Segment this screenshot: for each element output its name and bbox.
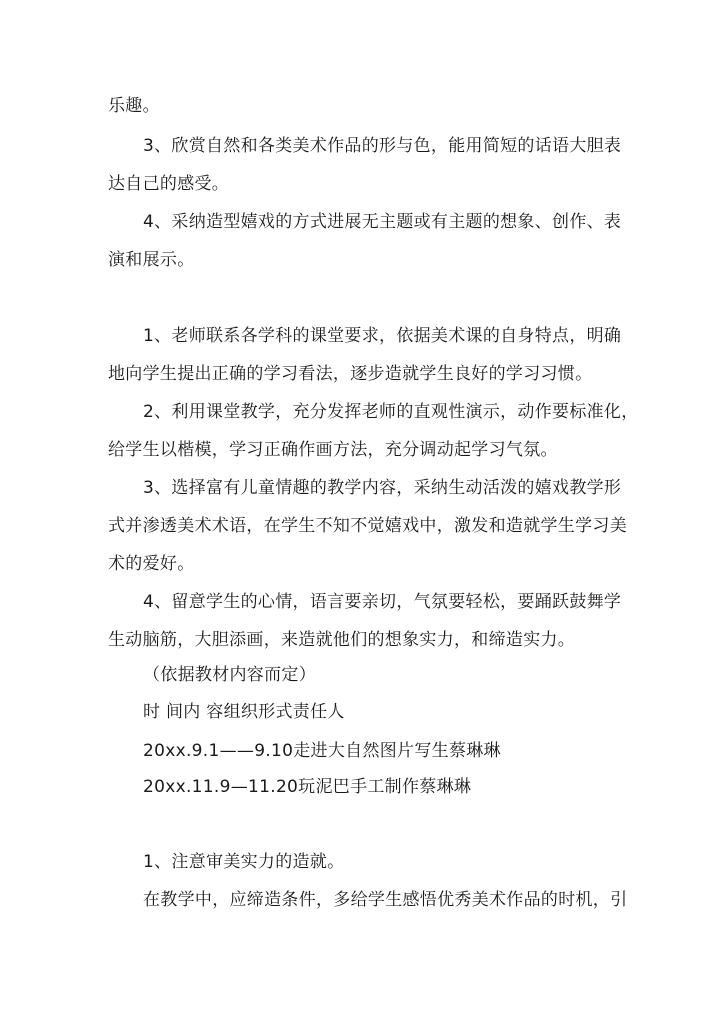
line-12: 术的爱好。 bbox=[108, 554, 195, 574]
line-1: 乐趣。 bbox=[108, 96, 160, 116]
line-20: 在教学中，应缔造条件，多给学生感悟优秀美术作品的时机，引 bbox=[143, 890, 628, 910]
line-13: 4、留意学生的心情，语言要亲切，气氛要轻松，要踊跃鼓舞学 bbox=[143, 592, 622, 612]
line-5: 演和展示。 bbox=[108, 250, 195, 270]
line-10: 3、选择富有儿童情趣的教学内容，采纳生动活泼的嬉戏教学形 bbox=[143, 478, 622, 498]
line-8: 2、利用课堂教学，充分发挥老师的直观性演示，动作要标准化， bbox=[143, 402, 639, 422]
line-2: 3、欣赏自然和各类美术作品的形与色，能用简短的话语大胆表 bbox=[143, 136, 622, 156]
line-11: 式并渗透美术术语，在学生不知不觉嬉戏中，激发和造就学生学习美 bbox=[108, 516, 627, 536]
line-6: 1、老师联系各学科的课堂要求，依据美术课的自身特点，明确 bbox=[143, 326, 622, 346]
line-9: 给学生以楷模，学习正确作画方法，充分调动起学习气氛。 bbox=[108, 440, 558, 460]
line-17: 20xx.9.1——9.10走进大自然图片写生蔡琳琳 bbox=[143, 741, 501, 761]
line-16: 时 间内 容组织形式责任人 bbox=[143, 702, 345, 722]
line-18: 20xx.11.9—11.20玩泥巴手工制作蔡琳琳 bbox=[143, 777, 472, 797]
line-19: 1、注意审美实力的造就。 bbox=[143, 852, 345, 872]
line-7: 地向学生提出正确的学习看法，逐步造就学生良好的学习习惯。 bbox=[108, 364, 593, 384]
line-4: 4、采纳造型嬉戏的方式进展无主题或有主题的想象、创作、表 bbox=[143, 212, 622, 232]
line-15: （依据教材内容而定） bbox=[143, 665, 316, 685]
line-14: 生动脑筋，大胆添画，来造就他们的想象实力，和缔造实力。 bbox=[108, 630, 576, 650]
line-3: 达自己的感受。 bbox=[108, 174, 230, 194]
